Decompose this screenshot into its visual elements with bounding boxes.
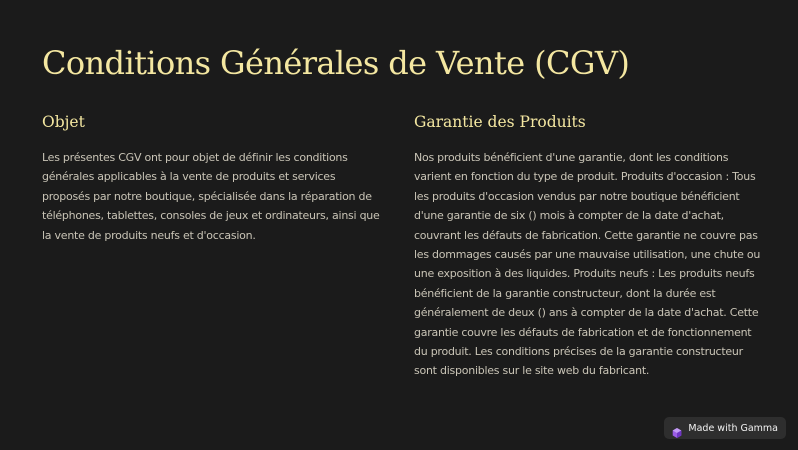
page-title: Conditions Générales de Vente (CGV) (42, 44, 630, 82)
section-body-garantie: Nos produits bénéficient d'une garantie, dont les conditions varient en fonction du type de produit. Produits d'occasion : Tous les produits d'occasion vendus par notre boutique bénéficient d'une garantie de six () mois à compter de la date d'achat, couvrant les défauts de fabrication. Cette garantie ne couvre pas les dommages causés par une mauvaise utilisation, une chute ou une exposition à des liquides. Produits neufs : Les produits neufs bénéficient de la garantie constructeur, dont la durée est généralement de deux () ans à compter de la date d'achat. Cette garantie couvre les défauts de fabrication et de fonctionnement du produit. Les conditions précises de la garantie constructeur sont disponibles sur le site web du fabricant. (414, 151, 761, 378)
made-with-gamma-badge[interactable] (664, 417, 786, 439)
badge-label: Made with Gamma (688, 422, 778, 434)
gamma-logo-icon (672, 423, 682, 433)
section-heading-objet: Objet (42, 113, 85, 131)
section-objet (42, 110, 382, 245)
section-heading-garantie: Garantie des Produits (414, 113, 586, 131)
section-body-objet: Les présentes CGV ont pour objet de définir les conditions générales applicables à la vente de produits et services proposés par notre boutique, spécialisée dans la réparation de téléphones, tablettes, consoles de jeux et ordinateurs, ainsi que la vente de produits neufs et d'occasion. (42, 151, 380, 242)
section-garantie (414, 110, 764, 381)
